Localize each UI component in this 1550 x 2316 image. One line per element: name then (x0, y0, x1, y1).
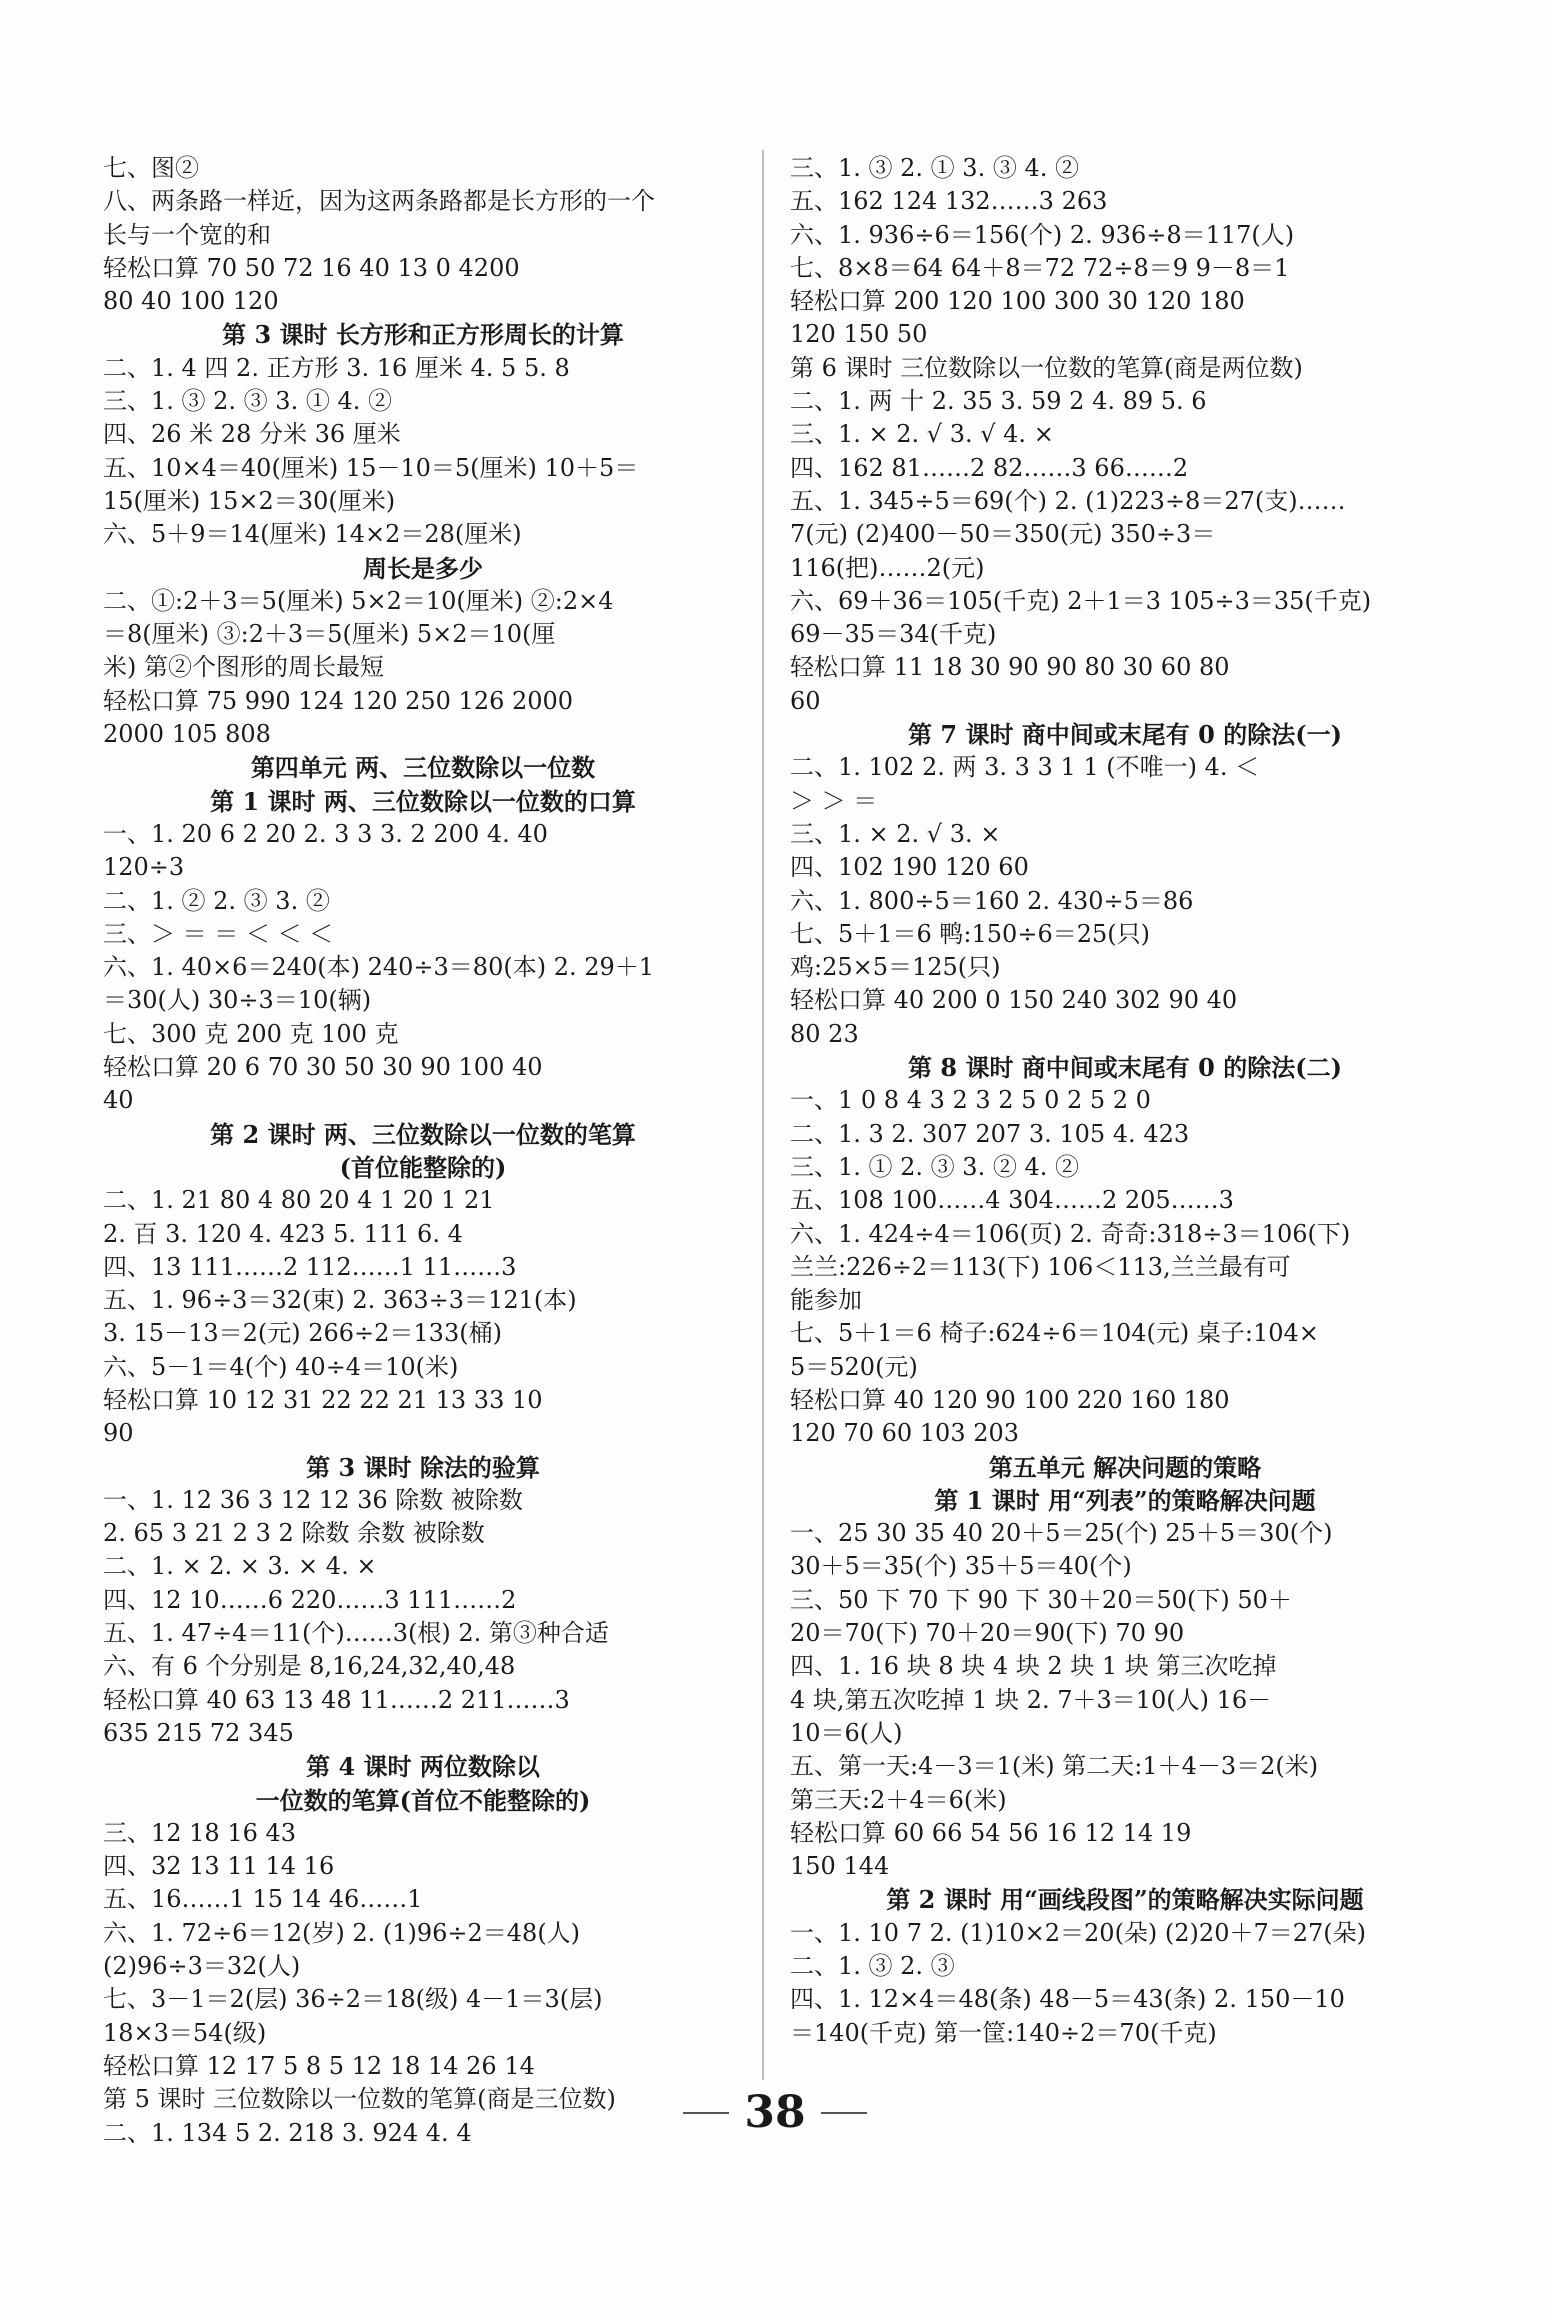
answer-line: 鸡:25×5＝125(只) (790, 953, 1001, 982)
answer-line: 七、8×8＝64 64＋8＝72 72÷8＝9 9－8＝1 (790, 253, 1290, 282)
answer-line: 轻松口算 40 63 13 48 11……2 211……3 (103, 1685, 570, 1714)
answer-line: 二、1. 4 四 2. 正方形 3. 16 厘米 4. 5 5. 8 (103, 353, 570, 382)
answer-line: 80 40 100 120 (103, 287, 279, 316)
answer-line: 五、162 124 132……3 263 (790, 187, 1108, 216)
section-heading: 一位数的笔算(首位不能整除的) (255, 1785, 591, 1815)
section-heading: 第 3 课时 除法的验算 (306, 1452, 540, 1482)
answer-line: 轻松口算 40 120 90 100 220 160 180 (790, 1385, 1230, 1414)
section-heading: 第 2 课时 两、三位数除以一位数的笔算 (210, 1119, 636, 1149)
answer-line: 第 5 课时 三位数除以一位数的笔算(商是三位数) (103, 2085, 616, 2114)
answer-line: 69－35＝34(千克) (790, 620, 997, 649)
section-heading: 第 7 课时 商中间或末尾有 0 的除法(一) (908, 720, 1342, 750)
section-heading: 第五单元 解决问题的策略 (988, 1452, 1262, 1482)
answer-line: 二、①:2＋3＝5(厘米) 5×2＝10(厘米) ②:2×4 (103, 586, 614, 615)
answer-line: 六、1. 72÷6＝12(岁) 2. (1)96÷2＝48(人) (103, 1918, 581, 1947)
answer-line: 120÷3 (103, 853, 185, 882)
footer-rule-right (821, 2112, 867, 2114)
answer-line: 60 (790, 686, 821, 715)
answer-line: 150 144 (790, 1852, 890, 1881)
answer-line: 7(元) (2)400－50＝350(元) 350÷3＝ (790, 520, 1216, 549)
answer-line: 五、1. 345÷5＝69(个) 2. (1)223÷8＝27(支)…… (790, 486, 1346, 515)
answer-line: 米) 第②个图形的周长最短 (103, 653, 384, 682)
answer-line: 轻松口算 75 990 124 120 250 126 2000 (103, 686, 574, 715)
section-heading: 第 4 课时 两位数除以 (306, 1752, 540, 1782)
section-heading: 第 2 课时 用“画线段图”的策略解决实际问题 (886, 1885, 1364, 1915)
answer-line: 轻松口算 10 12 31 22 22 21 13 33 10 (103, 1385, 543, 1414)
answer-line: 轻松口算 11 18 30 90 90 80 30 60 80 (790, 653, 1230, 682)
answer-line: 六、1. 40×6＝240(本) 240÷3＝80(本) 2. 29＋1 (103, 953, 655, 982)
answer-line: 三、1. × 2. √ 3. × (790, 819, 1001, 848)
section-heading: 第 1 课时 用“列表”的策略解决问题 (934, 1485, 1316, 1515)
answer-line: 一、25 30 35 40 20＋5＝25(个) 25＋5＝30(个) (790, 1519, 1333, 1548)
answer-line: 第 6 课时 三位数除以一位数的笔算(商是两位数) (790, 353, 1303, 382)
answer-line: 七、300 克 200 克 100 克 (103, 1019, 399, 1048)
answer-line: 八、两条路一样近，因为这两条路都是长方形的一个 (103, 187, 655, 216)
answer-line: 六、5－1＝4(个) 40÷4＝10(米) (103, 1352, 459, 1381)
answer-line: 二、1. × 2. × 3. × 4. × (103, 1552, 377, 1581)
answer-line: 120 150 50 (790, 320, 928, 349)
column-divider (762, 150, 764, 2080)
section-heading: 第四单元 两、三位数除以一位数 (250, 753, 596, 783)
answer-line: ＝30(人) 30÷3＝10(辆) (103, 986, 372, 1015)
answer-line: 四、1. 16 块 8 块 4 块 2 块 1 块 第三次吃掉 (790, 1652, 1277, 1681)
answer-line: 2. 百 3. 120 4. 423 5. 111 6. 4 (103, 1219, 463, 1248)
answer-line: 10＝6(人) (790, 1718, 903, 1747)
answer-line: 七、5＋1＝6 椅子:624÷6＝104(元) 桌子:104× (790, 1319, 1319, 1348)
answer-line: 20＝70(下) 70＋20＝90(下) 70 90 (790, 1619, 1185, 1648)
answer-line: 五、10×4＝40(厘米) 15－10＝5(厘米) 10＋5＝ (103, 453, 639, 482)
answer-line: 兰兰:226÷2＝113(下) 106＜113,兰兰最有可 (790, 1252, 1291, 1281)
answer-line: 三、1. ③ 2. ① 3. ③ 4. ② (790, 154, 1079, 182)
footer-rule-left (683, 2112, 729, 2114)
answer-line: 轻松口算 60 66 54 56 16 12 14 19 (790, 1818, 1192, 1847)
answer-line: 七、5＋1＝6 鸭:150÷6＝25(只) (790, 919, 1150, 948)
answer-line: 四、1. 12×4＝48(条) 48－5＝43(条) 2. 150－10 (790, 1985, 1345, 2014)
section-heading: (首位能整除的) (339, 1152, 507, 1182)
answer-line: 二、1. 3 2. 307 207 3. 105 4. 423 (790, 1119, 1190, 1148)
answer-line: 六、5＋9＝14(厘米) 14×2＝28(厘米) (103, 520, 522, 549)
answer-line: 90 (103, 1419, 134, 1448)
page-footer (0, 2078, 1550, 2148)
answer-line: 轻松口算 40 200 0 150 240 302 90 40 (790, 986, 1238, 1015)
answer-line: 轻松口算 70 50 72 16 40 13 0 4200 (103, 253, 520, 282)
answer-line: 40 (103, 1086, 134, 1115)
answer-line: 能参加 (790, 1286, 862, 1315)
answer-line: 七、3－1＝2(层) 36÷2＝18(级) 4－1＝3(层) (103, 1985, 603, 2014)
answer-line: 五、第一天:4－3＝1(米) 第二天:1＋4－3＝2(米) (790, 1752, 1319, 1781)
answer-line: 轻松口算 20 6 70 30 50 30 90 100 40 (103, 1053, 543, 1082)
answer-line: 五、1. 47÷4＝11(个)……3(根) 2. 第③种合适 (103, 1619, 609, 1648)
answer-line: 一、1. 12 36 3 12 12 36 除数 被除数 (103, 1485, 523, 1514)
answer-line: 二、1. 21 80 4 80 20 4 1 20 1 21 (103, 1186, 495, 1215)
answer-line: 四、32 13 11 14 16 (103, 1852, 335, 1881)
answer-line: 一、1. 10 7 2. (1)10×2＝20(朵) (2)20＋7＝27(朵) (790, 1918, 1366, 1947)
answer-line: 五、16……1 15 14 46……1 (103, 1885, 423, 1914)
answer-line: 三、1. ① 2. ③ 3. ② 4. ② (790, 1152, 1079, 1181)
answer-line: 长与一个宽的和 (103, 220, 271, 249)
answer-line: ＞ ＞ ＝ (790, 786, 878, 815)
answer-line: 4 块,第五次吃掉 1 块 2. 7＋3＝10(人) 16－ (790, 1685, 1272, 1714)
answer-line: 五、108 100……4 304……2 205……3 (790, 1186, 1234, 1215)
answer-line: 三、12 18 16 43 (103, 1818, 297, 1847)
answer-line: 15(厘米) 15×2＝30(厘米) (103, 486, 396, 515)
answer-line: ＝8(厘米) ③:2＋3＝5(厘米) 5×2＝10(厘 (103, 620, 556, 649)
answer-line: 一、1 0 8 4 3 2 3 2 5 0 2 5 2 0 (790, 1086, 1151, 1115)
answer-line: 116(把)……2(元) (790, 553, 985, 582)
answer-line: 二、1. 102 2. 两 3. 3 3 1 1 (不唯一) 4. ＜ (790, 753, 1260, 782)
answer-line: 三、1. × 2. √ 3. √ 4. × (790, 420, 1054, 449)
page-number: 38 (744, 2087, 806, 2138)
answer-line: 18×3＝54(级) (103, 2018, 267, 2047)
answer-line: 六、1. 424÷4＝106(页) 2. 奇奇:318÷3＝106(下) (790, 1219, 1351, 1248)
answer-line: 三、1. ③ 2. ③ 3. ① 4. ② (103, 387, 392, 416)
answer-line: 二、1. 134 5 2. 218 3. 924 4. 4 (103, 2118, 472, 2147)
answer-line: 二、1. ② 2. ③ 3. ② (103, 886, 330, 915)
answer-line: 30＋5＝35(个) 35＋5＝40(个) (790, 1552, 1132, 1581)
answer-line: 635 215 72 345 (103, 1718, 294, 1747)
answer-line: 四、12 10……6 220……3 111……2 (103, 1585, 517, 1614)
answer-line: 二、1. 两 十 2. 35 3. 59 2 4. 89 5. 6 (790, 387, 1207, 416)
answer-line: 四、13 111……2 112……1 11……3 (103, 1252, 517, 1281)
answer-line: 六、有 6 个分别是 8,16,24,32,40,48 (103, 1652, 516, 1681)
answer-line: 三、50 下 70 下 90 下 30＋20＝50(下) 50＋ (790, 1585, 1292, 1614)
answer-line: (2)96÷3＝32(人) (103, 1952, 301, 1981)
answer-line: 一、1. 20 6 2 20 2. 3 3 3. 2 200 4. 40 (103, 819, 548, 848)
answer-line: 四、102 190 120 60 (790, 853, 1029, 882)
answer-line: 第三天:2＋4＝6(米) (790, 1785, 1007, 1814)
answer-line: 六、69＋36＝105(千克) 2＋1＝3 105÷3＝35(千克) (790, 586, 1372, 615)
answer-line: 2000 105 808 (103, 720, 271, 749)
section-heading: 周长是多少 (363, 553, 483, 583)
answer-line: 四、162 81……2 82……3 66……2 (790, 453, 1189, 482)
answer-line: ＝140(千克) 第一筐:140÷2＝70(千克) (790, 2018, 1217, 2047)
answer-line: 3. 15－13＝2(元) 266÷2＝133(桶) (103, 1319, 502, 1348)
answer-line: 三、＞ ＝ ＝ ＜ ＜ ＜ (103, 919, 334, 948)
answer-line: 四、26 米 28 分米 36 厘米 (103, 420, 401, 449)
answer-line: 120 70 60 103 203 (790, 1419, 1020, 1448)
answer-line: 2. 65 3 21 2 3 2 除数 余数 被除数 (103, 1519, 485, 1548)
answer-line: 六、1. 800÷5＝160 2. 430÷5＝86 (790, 886, 1194, 915)
answer-line: 七、图② (103, 154, 199, 182)
section-heading: 第 8 课时 商中间或末尾有 0 的除法(二) (908, 1053, 1342, 1083)
right-column (790, 152, 1460, 2050)
answer-line: 二、1. ③ 2. ③ (790, 1952, 955, 1981)
answer-line: 轻松口算 12 17 5 8 5 12 18 14 26 14 (103, 2051, 535, 2080)
answer-line: 5＝520(元) (790, 1352, 918, 1381)
section-heading: 第 3 课时 长方形和正方形周长的计算 (222, 320, 624, 350)
answer-line: 五、1. 96÷3＝32(束) 2. 363÷3＝121(本) (103, 1286, 577, 1315)
answer-line: 轻松口算 200 120 100 300 30 120 180 (790, 287, 1245, 316)
left-column (103, 152, 743, 2150)
section-heading: 第 1 课时 两、三位数除以一位数的口算 (210, 786, 636, 816)
answer-line: 80 23 (790, 1019, 859, 1048)
answer-line: 六、1. 936÷6＝156(个) 2. 936÷8＝117(人) (790, 220, 1295, 249)
